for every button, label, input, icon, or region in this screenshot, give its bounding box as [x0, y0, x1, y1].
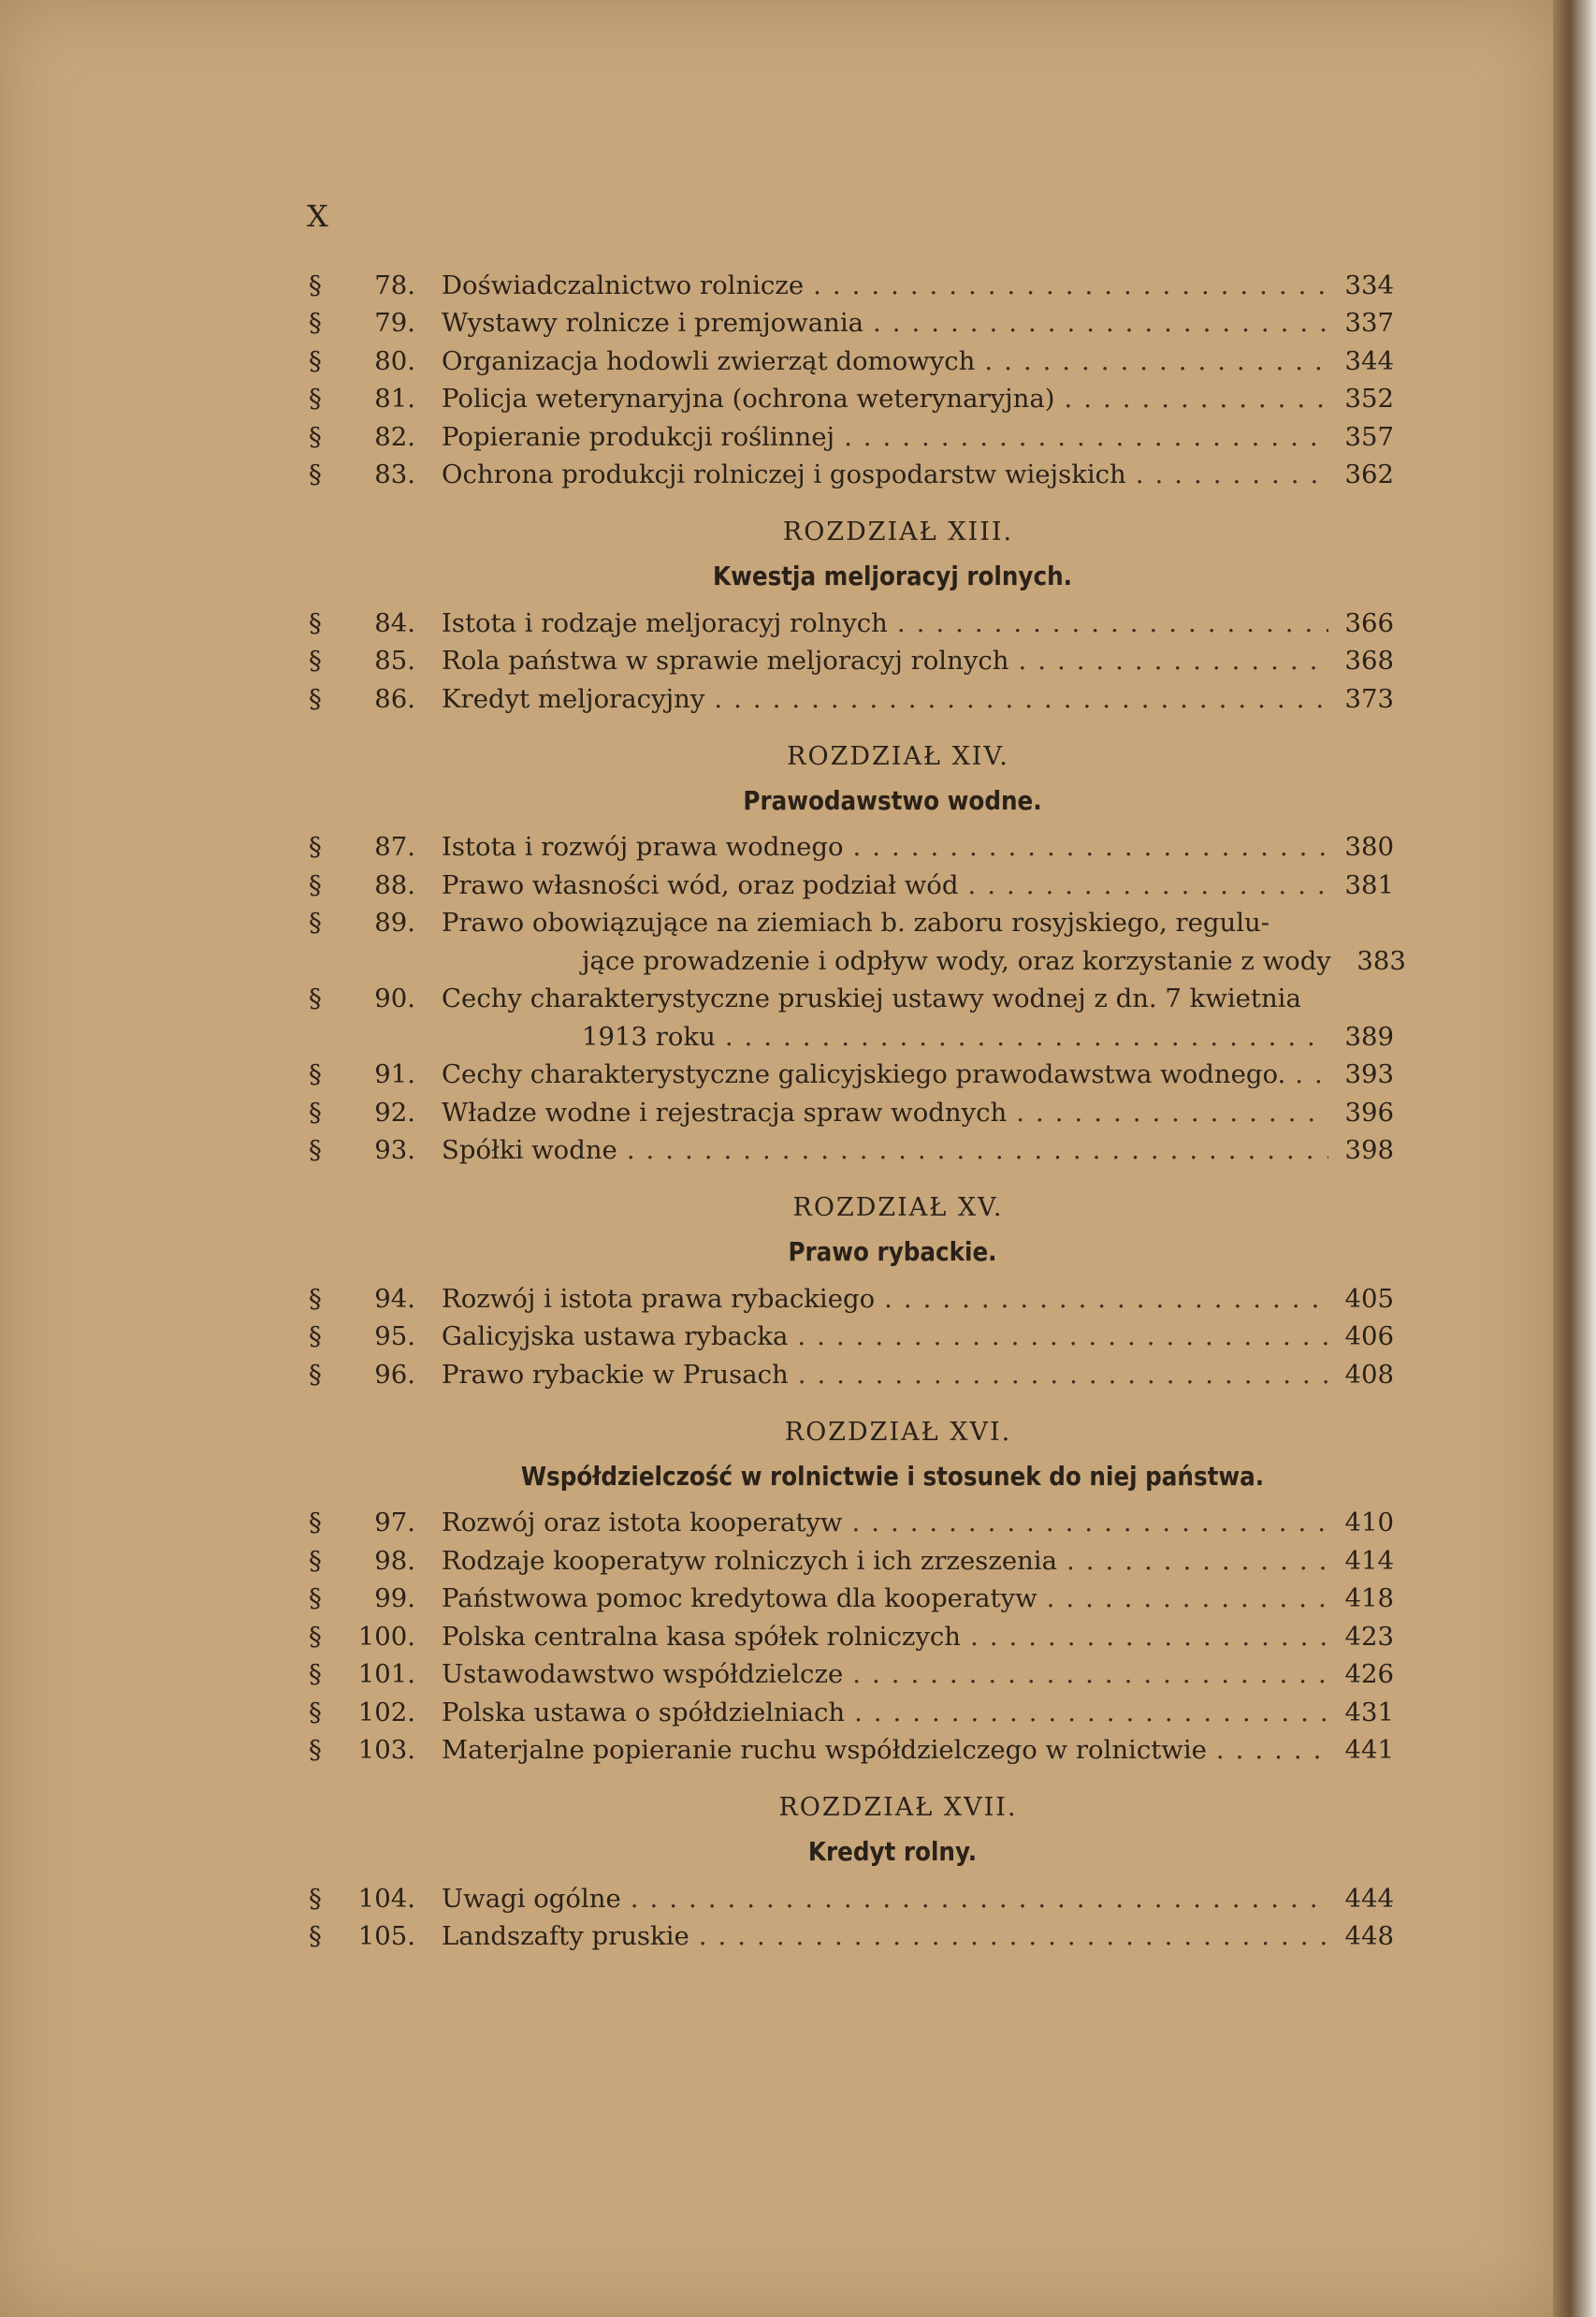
- entry-title: Galicyjska ustawa rybacka: [442, 1321, 789, 1351]
- page-number: 344: [1344, 345, 1394, 376]
- page-number: 398: [1344, 1135, 1394, 1165]
- entry-title: Państwowa pomoc kredytowa dla kooperatyw: [442, 1583, 1037, 1613]
- section-sign: §: [309, 1545, 322, 1576]
- entry-title: Landszafty pruskie: [442, 1921, 689, 1951]
- section-sign: §: [309, 683, 322, 714]
- entry-title: Ustawodawstwo współdzielcze: [442, 1659, 844, 1689]
- dot-leader: [1047, 1583, 1328, 1613]
- chapter-label: ROZDZIAŁ XIV.: [787, 741, 1009, 771]
- toc-entry: [309, 1013, 1394, 1052]
- section-number: 82.: [374, 421, 415, 452]
- section-number: 87.: [374, 832, 415, 862]
- entry-title: Rozwój i istota prawa rybackiego: [442, 1283, 876, 1314]
- page-number: 366: [1344, 607, 1394, 638]
- toc-entry: [309, 1089, 1394, 1128]
- page-number: 405: [1344, 1283, 1394, 1314]
- section-sign: §: [309, 1697, 322, 1727]
- dot-leader: [714, 684, 1328, 714]
- section-sign: §: [309, 270, 322, 300]
- entry-title: Rola państwa w sprawie meljoracyj rolnych: [442, 646, 1009, 676]
- page-number: 441: [1344, 1735, 1394, 1765]
- section-number: 100.: [357, 1621, 415, 1652]
- page-number: 352: [1344, 384, 1394, 414]
- dot-leader: [798, 1360, 1328, 1390]
- dot-leader: [984, 346, 1328, 376]
- chapter-label: ROZDZIAŁ XIII.: [782, 517, 1014, 546]
- page-number: 334: [1344, 270, 1394, 300]
- section-sign: §: [309, 459, 322, 489]
- section-sign: §: [309, 421, 322, 452]
- section-number: 96.: [374, 1359, 415, 1390]
- entry-title: Popieranie produkcji roślinnej: [442, 421, 835, 452]
- page-number: 410: [1344, 1508, 1394, 1537]
- section-number: 79.: [374, 308, 415, 338]
- section-sign: §: [309, 1508, 322, 1537]
- page-edge: [1553, 0, 1596, 2317]
- toc-entry: [309, 900, 1394, 939]
- section-number: 89.: [374, 908, 415, 938]
- section-number: 83.: [374, 459, 415, 489]
- dot-leader: [844, 422, 1328, 452]
- section-sign: §: [309, 646, 322, 676]
- section-sign: §: [309, 1659, 322, 1689]
- section-number: 101.: [357, 1659, 415, 1689]
- dot-leader: [967, 870, 1328, 900]
- section-sign: §: [309, 869, 322, 900]
- page-number: 368: [1344, 646, 1394, 676]
- toc-entry: [309, 376, 1394, 415]
- toc-entry: [309, 676, 1394, 714]
- section-sign: §: [309, 345, 322, 376]
- page-number: 380: [1344, 832, 1394, 862]
- entry-title: jące prowadzenie i odpływ wody, oraz korzystanie z wody: [582, 945, 1331, 976]
- dot-leader: [627, 1135, 1328, 1165]
- entry-title: Organizacja hodowli zwierząt domowych: [442, 345, 976, 376]
- toc-entry: [309, 824, 1394, 863]
- section-sign: §: [309, 908, 322, 938]
- section-number: 84.: [374, 607, 415, 638]
- toc-entry: [309, 976, 1394, 1014]
- dot-leader: [699, 1921, 1328, 1951]
- dot-leader: [854, 1698, 1328, 1727]
- toc-entry: [309, 1537, 1394, 1576]
- entry-title: 1913 roku: [582, 1021, 716, 1052]
- page-number: 381: [1344, 869, 1394, 900]
- section-number: 86.: [374, 683, 415, 714]
- entry-title: Uwagi ogólne: [442, 1883, 621, 1914]
- toc-entry: [309, 1613, 1394, 1652]
- section-sign: §: [309, 1321, 322, 1351]
- entry-title: Cechy charakterystyczne galicyjskiego prawodawstwa wodnego.: [442, 1059, 1286, 1089]
- section-number: 85.: [374, 646, 415, 676]
- dot-leader: [852, 1659, 1328, 1689]
- section-sign: §: [309, 1583, 322, 1613]
- toc-entry: [309, 1128, 1394, 1166]
- section-sign: §: [309, 1735, 322, 1765]
- toc-entry: [309, 1914, 1394, 1952]
- section-sign: §: [309, 1135, 322, 1165]
- entry-title: Prawo obowiązujące na ziemiach b. zaboru rosyjskiego, regulu-: [442, 908, 1270, 938]
- entry-title: Policja weterynaryjna (ochrona weterynaryjna): [442, 384, 1055, 414]
- dot-leader: [1136, 459, 1328, 489]
- chapter-label: ROZDZIAŁ XVII.: [778, 1793, 1018, 1822]
- dot-leader: [1295, 1059, 1328, 1089]
- page-number: 418: [1344, 1583, 1394, 1613]
- toc-entry: [309, 300, 1394, 339]
- page-number: 444: [1344, 1883, 1394, 1914]
- entry-title: Władze wodne i rejestracja spraw wodnych: [442, 1097, 1008, 1128]
- dot-leader: [725, 1022, 1328, 1052]
- dot-leader: [1018, 646, 1328, 676]
- dot-leader: [1065, 384, 1328, 414]
- section-number: 99.: [374, 1583, 415, 1613]
- page-number: 373: [1344, 683, 1394, 714]
- dot-leader: [897, 608, 1328, 638]
- toc-entry: [309, 1576, 1394, 1614]
- page-number: 362: [1344, 459, 1394, 489]
- section-number: 93.: [374, 1135, 415, 1165]
- toc-entry: [309, 1652, 1394, 1690]
- page-number: 357: [1344, 421, 1394, 452]
- section-sign: §: [309, 1359, 322, 1390]
- chapter-title: Kredyt rolny.: [807, 1836, 978, 1867]
- entry-title: Doświadczalnictwo rolnicze: [442, 270, 805, 300]
- section-number: 98.: [374, 1545, 415, 1576]
- toc-entry: [309, 1689, 1394, 1727]
- entry-title: Materjalne popieranie ruchu współdzielczego w rolnictwie: [442, 1735, 1207, 1765]
- entry-title: Polska centralna kasa spółek rolniczych: [442, 1621, 961, 1652]
- entry-title: Wystawy rolnicze i premjowania: [442, 308, 864, 338]
- entry-title: Prawo własności wód, oraz podział wód: [442, 869, 959, 900]
- entry-title: Istota i rozwój prawa wodnego: [442, 832, 844, 862]
- dot-leader: [884, 1284, 1328, 1314]
- toc-entry: [309, 1875, 1394, 1914]
- page-number: 406: [1344, 1321, 1394, 1351]
- dot-leader: [631, 1884, 1328, 1914]
- toc-entry: [309, 600, 1394, 638]
- entry-title: Rodzaje kooperatyw rolniczych i ich zrzeszenia: [442, 1545, 1057, 1576]
- section-sign: §: [309, 1059, 322, 1089]
- page-number: 383: [1357, 945, 1406, 976]
- toc-entry: [309, 262, 1394, 300]
- page-number: 337: [1344, 308, 1394, 338]
- toc-entry: [309, 1500, 1394, 1538]
- section-sign: §: [309, 1621, 322, 1652]
- dot-leader: [851, 1508, 1328, 1537]
- toc-entry: [309, 1314, 1394, 1352]
- section-sign: §: [309, 1921, 322, 1951]
- chapter-title: Prawodawstwo wodne.: [743, 784, 1042, 816]
- dot-leader: [853, 832, 1328, 862]
- section-number: 105.: [357, 1921, 415, 1951]
- chapter-title: Prawo rybackie.: [788, 1236, 997, 1267]
- toc-entry: [309, 1275, 1394, 1314]
- section-sign: §: [309, 384, 322, 414]
- section-number: 80.: [374, 345, 415, 376]
- page-number: 408: [1344, 1359, 1394, 1390]
- table-of-contents: [309, 262, 1406, 1951]
- section-number: 78.: [374, 270, 415, 300]
- toc-entry: [309, 1351, 1394, 1390]
- entry-title: Ochrona produkcji rolniczej i gospodarstw wiejskich: [442, 459, 1126, 489]
- page-number: 396: [1344, 1097, 1394, 1128]
- chapter-label: ROZDZIAŁ XV.: [792, 1193, 1004, 1222]
- section-sign: §: [309, 607, 322, 638]
- page-number: 423: [1344, 1621, 1394, 1652]
- dot-leader: [1066, 1546, 1328, 1576]
- section-number: 104.: [357, 1883, 415, 1914]
- page-folio: X: [307, 198, 329, 234]
- entry-title: Spółki wodne: [442, 1135, 617, 1165]
- section-number: 94.: [374, 1283, 415, 1314]
- entry-title: Istota i rodzaje meljoracyj rolnych: [442, 607, 888, 638]
- toc-entry: [309, 1052, 1394, 1090]
- chapter-title: Kwestja meljoracyj rolnych.: [713, 561, 1072, 591]
- toc-entry: [309, 938, 1406, 976]
- section-number: 92.: [374, 1097, 415, 1128]
- section-sign: §: [309, 832, 322, 862]
- section-sign: §: [309, 308, 322, 338]
- section-number: 95.: [374, 1321, 415, 1351]
- section-number: 97.: [374, 1508, 415, 1537]
- page-number: 414: [1344, 1545, 1394, 1576]
- chapter-label: ROZDZIAŁ XVI.: [784, 1417, 1012, 1447]
- section-sign: §: [309, 984, 322, 1013]
- page-number: 393: [1344, 1059, 1394, 1089]
- dot-leader: [970, 1622, 1328, 1652]
- entry-title: Rozwój oraz istota kooperatyw: [442, 1508, 843, 1537]
- section-number: 81.: [374, 384, 415, 414]
- toc-entry: [309, 338, 1394, 376]
- chapter-title: Współdzielczość w rolnictwie i stosunek do niej państwa.: [520, 1460, 1265, 1492]
- section-sign: §: [309, 1883, 322, 1914]
- entry-title: Polska ustawa o spółdzielniach: [442, 1697, 846, 1727]
- dot-leader: [873, 308, 1328, 338]
- dot-leader: [1216, 1735, 1328, 1765]
- page-number: 431: [1344, 1697, 1394, 1727]
- section-number: 91.: [374, 1059, 415, 1089]
- toc-entry: [309, 1727, 1394, 1766]
- entry-title: Kredyt meljoracyjny: [442, 683, 705, 714]
- toc-entry: [309, 862, 1394, 900]
- toc-entry: [309, 414, 1394, 452]
- dot-leader: [1016, 1098, 1328, 1128]
- section-number: 90.: [374, 984, 415, 1013]
- page-number: 426: [1344, 1659, 1394, 1689]
- toc-entry: [309, 452, 1394, 490]
- section-number: 103.: [357, 1735, 415, 1765]
- section-number: 102.: [357, 1697, 415, 1727]
- page-number: 389: [1344, 1021, 1394, 1052]
- dot-leader: [813, 270, 1328, 300]
- page-number: 448: [1344, 1921, 1394, 1951]
- section-sign: §: [309, 1283, 322, 1314]
- entry-title: Prawo rybackie w Prusach: [442, 1359, 789, 1390]
- entry-title: Cechy charakterystyczne pruskiej ustawy wodnej z dn. 7 kwietnia: [442, 984, 1301, 1013]
- section-number: 88.: [374, 869, 415, 900]
- dot-leader: [797, 1321, 1328, 1351]
- toc-entry: [309, 638, 1394, 677]
- section-sign: §: [309, 1097, 322, 1128]
